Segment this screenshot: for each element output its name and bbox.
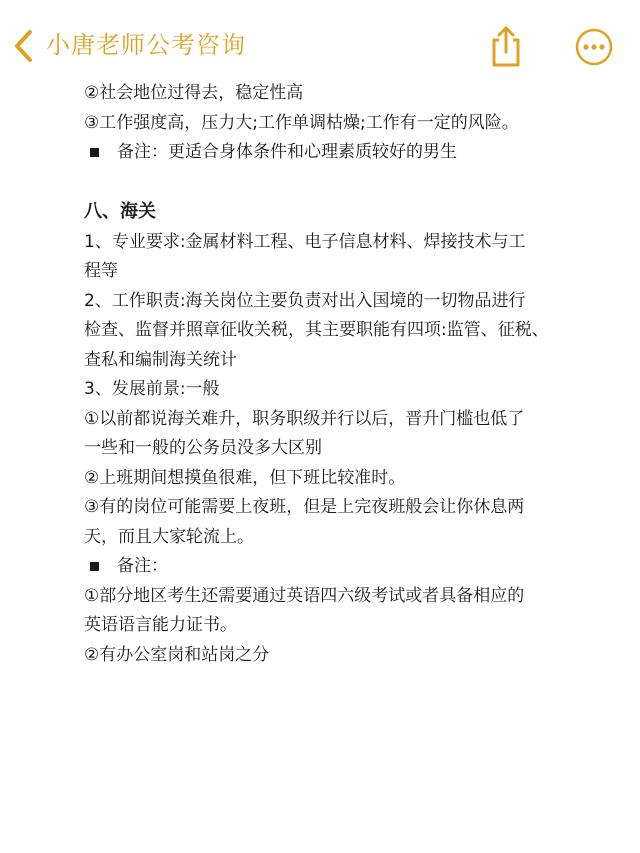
- more-icon[interactable]: [574, 27, 614, 67]
- text-line: ②有办公室岗和站岗之分: [84, 644, 270, 665]
- text-line: 查私和编制海关统计: [84, 349, 237, 370]
- text-line: 英语语言能力证书。: [84, 615, 237, 635]
- section-heading: 八、海关: [84, 200, 156, 222]
- top-navigation-bar: [0, 0, 640, 82]
- text-line: 天，而且大家轮流上。: [84, 526, 254, 547]
- text-line: ①以前都说海关难升，职务职级并行以后，晋升门槛也低了: [84, 408, 525, 429]
- note-label: 备注：: [117, 556, 168, 576]
- page-title: 小唐老师公考咨询: [46, 31, 246, 59]
- note-line: [84, 138, 570, 168]
- bullet-square-icon: [90, 562, 99, 571]
- chevron-left-icon[interactable]: [8, 26, 40, 66]
- text-line: ②上班期间想摸鱼很难，但下班比较准时。: [84, 467, 406, 488]
- note-content: [84, 79, 570, 670]
- note-text: 备注：更适合身体条件和心理素质较好的男生: [117, 142, 457, 162]
- text-line: 1、专业要求:金属材料工程、电子信息材料、焊接技术与工: [84, 231, 526, 252]
- text-line: 程等: [84, 261, 118, 281]
- text-line: 检查、监督并照章征收关税，其主要职能有四项:监管、征税、: [84, 320, 549, 340]
- text-line: 一些和一般的公务员没多大区别: [84, 438, 322, 458]
- text-line: ②社会地位过得去，稳定性高: [84, 83, 304, 103]
- text-line: ①部分地区考生还需要通过英语四六级考试或者具备相应的: [84, 585, 525, 606]
- text-line: ③有的岗位可能需要上夜班，但是上完夜班般会让你休息两: [84, 497, 525, 517]
- text-line: 3、发展前景:一般: [84, 379, 220, 399]
- share-icon[interactable]: [486, 24, 526, 68]
- note-line: [84, 552, 570, 582]
- text-line: 2、工作职责:海关岗位主要负责对出入国境的一切物品进行: [84, 290, 526, 311]
- text-line: ③工作强度高，压力大;工作单调枯燥;工作有一定的风险。: [84, 112, 519, 133]
- bullet-square-icon: [90, 148, 99, 157]
